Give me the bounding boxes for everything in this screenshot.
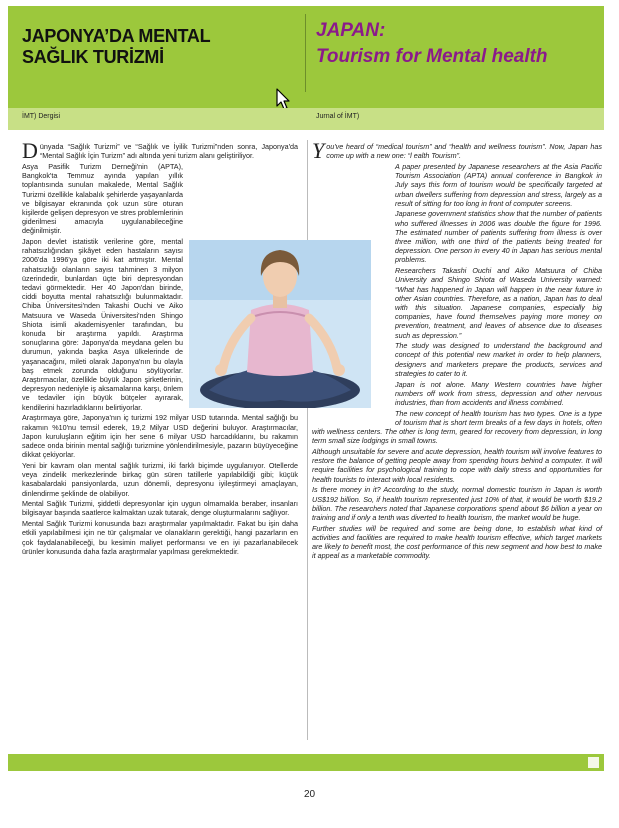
- english-paragraph-4: Researchers Takashi Ouchi and Aiko Matsuura of Chiba University and Shingo Shiota of Waseda University warned: “What has happened in Japan will happen in the near future in other Asian countries. Therefore, as a nation, Japan has to deal with this situation. Japanese companies, especially big companies, have found themselves paying more money on prevention, treatment, and leaves of absence due to diseases such as depression.”: [395, 266, 602, 340]
- footer-band: [8, 754, 604, 771]
- english-paragraph-9: Is there money in it? According to the study, normal domestic tourism in Japan is worth US$192 billion. So, if health tourism represented just 10% of that, it would be worth $19.2 billion. The researchers noted that Japanese corporations spend about $6 billion a year on training and if only a tenth was diverted to health tourism, the market would be huge.: [312, 485, 602, 522]
- column-divider: [307, 140, 308, 740]
- source-english: Jurnal of İMT): [316, 113, 360, 120]
- english-paragraph-1: You've heard of “medical tourism” and “health and wellness tourism”. Now, Japan has come up with a new one: “l ealth Tourism”.: [312, 138, 602, 163]
- meditating-woman-photo: [189, 240, 371, 408]
- english-paragraph-10: Further studies will be required and some are being done, to establish what kind of activities and facilities are required to make health tourism effective, which target markets are likely to benefit most, the cost performance of this new segment and how best to make it appeal as a marketable commodity.: [312, 523, 602, 561]
- turkish-paragraph-3: Japon devlet istatistik verilerine göre, mental rahatsızlığından şikâyet eden hastaların sayısı 2006'da 1996'ya göre iki kat artmıştır. Mental rahatsızlığı olanların sayısı tahminen 3 milyon üzerindedir, bunlardan üçte biri depresyondan tedavi görmektedir. Her 40 Japon'dan birinde, ciddi boyutta mental rahatsızlığı bulunmaktadır. Chiba Üniversitesi'nden Takashi Ouchi ve Aiko Matsuura ve Waseda Üniversitesi'nden Shingo Shiota isimli akademisyenler tarafından, bu konuda bir araştırma yapıldı. Araştırma sonuçlarına göre: Japonya'da meydana gelen bu durumun, yakında başka Asya ülkelerinde de yaşanacağını, mileti olarak Japonya'nın bu olayla baş etmek zorunda olduğunu söylüyorlar. Araştırmacılar, özellikle büyük Japon şirketlerinin, depresyon nedeniyle iş aksamalarına karşı, önlem ve tedaviler için büyük bütçeler ayırarak, kendilerini hazırladıklarını belirtiyorlar.: [22, 237, 183, 412]
- turkish-dropcap: D: [22, 138, 38, 163]
- subheader-band: [8, 108, 604, 130]
- mouse-cursor-icon: [276, 88, 290, 110]
- turkish-paragraph-4: Araştırmaya göre, Japonya'nın iç turizmi 192 milyar USD tutarında. Mental sağlığı bu rakamın %10'nu temsil ederek, 19,2 Milyar USD değerini buluyor. Araştırmacılar, Japon kuruluşların eğitim için her sene 6 milyar USD harcadıklarını, bu rakamın sadece onda birinin mental sağlığı turizmine yönlendirilmesiyle, pazarın büyüyeceğine dikkat çekiyorlar.: [22, 413, 298, 460]
- english-paragraph-5: The study was designed to understand the background and concept of this potential new market in order to help planners, designers and marketers prepare the products, services and strategies to cater to it.: [395, 341, 602, 378]
- title-english: [316, 18, 596, 70]
- title-turkish-line1: JAPONYA’DA MENTAL: [22, 26, 211, 46]
- turkish-paragraph-2: Asya Pasifik Turizm Derneği'nin (APTA), Bangkok'ta Temmuz ayında yapılan yıllık toplantısında sunulan makalede, Mental Sağlık Turizmi özellikle kalabalık şehirlerde yaşayanlarda ve bilgisayar ekranında çok uzun süre oturan kişilerde gelişen depresyon ve stres problemlerinin giderilmesi amacıyla uygulanabileceğine değinilmiştir.: [22, 161, 183, 236]
- page-number: 20: [303, 789, 316, 800]
- footer-square-icon: [588, 757, 599, 768]
- meditation-illustration: [189, 240, 371, 408]
- english-paragraph-6: Japan is not alone. Many Western countries have higher numbers off work from stress, depression and other nervous industries, than from accidents and illness combined.: [395, 379, 602, 407]
- turkish-paragraph-7: Mental Sağlık Turizmi konusunda bazı araştırmalar yapılmaktadır. Fakat bu işin daha etkili yapılabilmesi için ne tür çalışmalar ve olanakların gerektiği, hangi pazarların en çok faydalanabileceği, bu kesimin maliyet performansı ve en iyi pazarlanabilecek ürünler konusunda daha fazla araştırmalar yapılması gerekmektedir.: [22, 519, 298, 556]
- english-paragraph-3: Japanese government statistics show that the number of patients who suffered illnesses in 2006 was double the figure for 1996. The estimated number of patients suffering from illness is over three million, with one third of the patients being treated for depression. One person in every 40 in Japan has serious mental problems.: [395, 209, 602, 265]
- english-paragraph-2: A paper presented by Japanese researchers at the Asia Pacific Tourism Association (APTA) annual conference in Bangkok in July says this form of tourism would be specifically targeted at urban dwellers suffering from depression and stress, largely as a result of sitting for too long in front of computer screens.: [395, 161, 602, 208]
- turkish-paragraph-5: Yeni bir kavram olan mental sağlık turizmi, iki farklı biçimde uygulanıyor. Otellerde veya zindelik merkezlerinde birkaç gün süren tatillerle yapılabildiği gibi; küçük kasabalardaki pansiyonlarda, uzun dönemli, depresyonu iyileştirmeyi amaçlayan, dinlendirme şeklinde de olabiliyor.: [22, 460, 298, 498]
- turkish-paragraph-1: Dünyada “Sağlık Turizmi” ve “Sağlık ve İyilik Turizmi”nden sonra, Japonya'da “Mental Sağlık İçin Turizm” adı altında yeni turizm alanı geliştiriliyor.: [22, 138, 298, 163]
- title-english-line1: JAPAN:: [316, 20, 386, 41]
- header-divider: [305, 14, 306, 92]
- title-turkish-line2: SAĞLIK TURİZMİ: [22, 47, 164, 67]
- source-turkish: İMT) Dergisi: [22, 113, 61, 120]
- english-dropcap: Y: [312, 138, 325, 163]
- english-paragraph-7: The new concept of health tourism has two types. One is a type of tourism that is short term breaks of a few days in hotels, often with wellness centers. The other is long term, geared for recovery from depression, in long term small size lodgings in small towns.: [312, 408, 602, 446]
- title-english-line2: Tourism for Mental health: [316, 46, 548, 67]
- english-paragraph-8: Although unsuitable for severe and acute depression, health tourism will involve features to restore the balance of getting people away from spending hours behind a computer. It will require facilities for psychological training to cope with daily stress and opportunities for health tourists to interact with local residents.: [312, 447, 602, 484]
- title-turkish: [22, 26, 272, 68]
- turkish-paragraph-6: Mental Sağlık Turizmi, şiddetli depresyonlar için uygun olmamakla beraber, insanları bilgisayar başında saatlerce kalmaktan uzak tutarak, denge oluşturmalarını sağlıyor.: [22, 499, 298, 518]
